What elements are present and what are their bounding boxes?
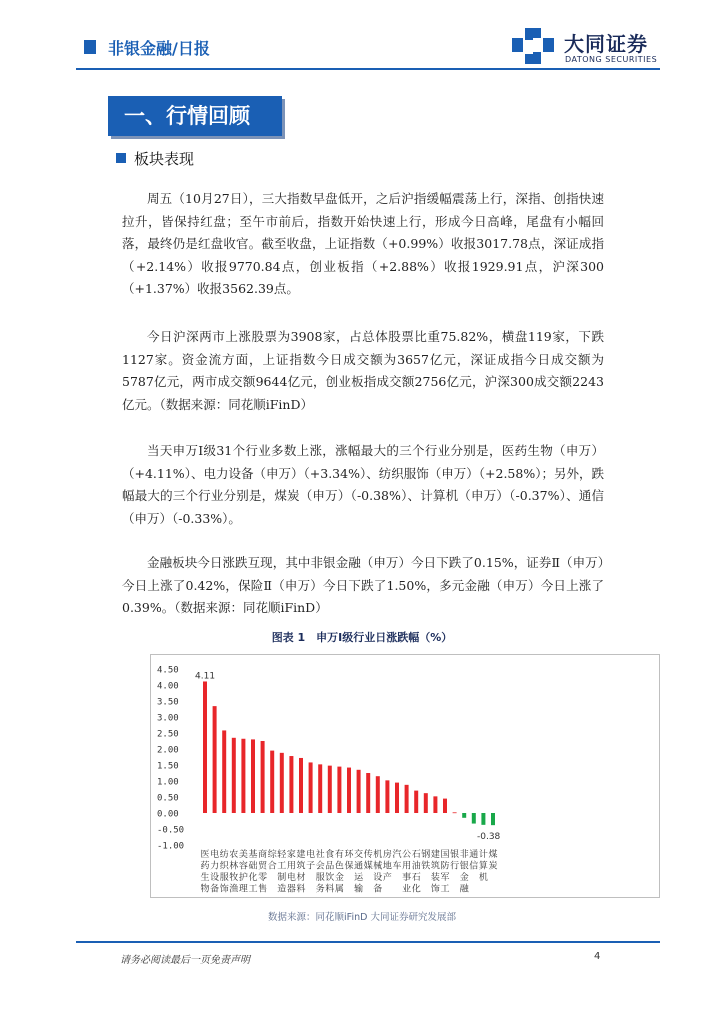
datong-logo (512, 24, 672, 68)
subsection-title: 板块表现 (134, 150, 195, 168)
logo-english-name: DATONG SECURITIES (565, 55, 658, 64)
y-tick-label: -0.50 (157, 825, 185, 836)
bar-3 (222, 730, 226, 813)
bar-26 (443, 799, 447, 813)
industry-change-chart (150, 654, 660, 898)
category-label: 公用事业 (402, 850, 412, 895)
bar-16 (347, 768, 351, 813)
chart-canvas (151, 655, 659, 897)
figure-title: 图表 1 申万Ⅰ级行业日涨跌幅（%） (271, 631, 453, 644)
bar-25 (433, 796, 437, 813)
bar-21 (395, 783, 399, 813)
paragraph-industry-performance: 当天申万Ⅰ级31个行业多数上涨，涨幅最大的三个行业分别是，医药生物（申万）（+4.11%）、电力设备（申万）（+3.34%）、纺织服饰（申万）（+2.58%）；另外，跌幅最大的三个行业分别是，煤炭（申万）（-0.38%）、计算机（申万）（-0.37%）、通信（申万）（-0.33%）。 (122, 443, 604, 526)
category-label: 环保 (344, 850, 354, 872)
y-tick-label: 0.00 (157, 809, 179, 820)
category-label: 建筑装饰 (430, 850, 440, 895)
footer-divider (76, 941, 660, 943)
category-label: 综合 (267, 850, 277, 872)
paragraph-financial-sector: 金融板块今日涨跌互现，其中非银金融（申万）今日下跌了0.15%，证券Ⅱ（申万）今日上涨了0.42%，保险Ⅱ（申万）今日下跌了1.50%，多元金融（申万）今日上涨了0.39%。（数据来源：同花顺iFinD） (122, 555, 604, 615)
section-title: 一、行情回顾 (108, 96, 282, 136)
datong-logo-icon (512, 26, 554, 66)
bar-27 (453, 812, 457, 813)
y-tick-label: 0.50 (157, 793, 179, 804)
category-label: 煤炭 (488, 850, 498, 872)
category-label: 轻工制造 (277, 850, 287, 895)
category-label: 电子 (306, 850, 316, 872)
header-divider (76, 68, 660, 70)
bar-10 (289, 756, 293, 813)
category-label: 钢铁 (421, 850, 431, 872)
bar-30 (481, 813, 485, 825)
bar-9 (280, 753, 284, 813)
header-square-icon (84, 40, 96, 54)
category-label: 社会服务 (315, 850, 325, 895)
bar-8 (270, 751, 274, 813)
bar-19 (376, 776, 380, 813)
y-tick-label: 2.50 (157, 729, 179, 740)
category-label: 交通运输 (354, 850, 364, 895)
bar-20 (385, 780, 389, 813)
y-tick-label: -1.00 (157, 841, 185, 852)
category-label: 商贸零售 (258, 850, 268, 895)
bar-11 (299, 758, 303, 813)
y-tick-label: 1.00 (157, 777, 179, 788)
category-label: 石油石化 (411, 850, 421, 895)
category-label: 美容护理 (238, 850, 248, 895)
category-label: 国防军工 (440, 850, 450, 895)
y-tick-label: 3.00 (157, 713, 179, 724)
bar-7 (261, 741, 265, 813)
figure-source: 数据来源：同花顺iFinD 大同证券研究发展部 (268, 912, 456, 923)
category-label: 建筑材料 (296, 850, 306, 895)
bar-13 (318, 764, 322, 813)
bar-17 (357, 770, 361, 813)
bar-23 (414, 791, 418, 813)
page-header (0, 0, 724, 80)
category-label: 家用电器 (286, 850, 296, 895)
category-label: 食品饮料 (325, 850, 335, 895)
bar-2 (213, 706, 217, 813)
bar-4 (232, 738, 236, 813)
bar-14 (328, 766, 332, 813)
y-tick-label: 3.50 (157, 697, 179, 708)
subsection-square-icon (116, 153, 126, 163)
category-label: 机械设备 (373, 850, 383, 895)
category-label: 房地产 (382, 850, 392, 883)
bar-18 (366, 773, 370, 813)
category-label: 基础化工 (248, 850, 258, 895)
bar-15 (337, 767, 341, 813)
category-label: 通信 (469, 850, 479, 872)
bar-28 (462, 813, 466, 818)
data-label-max: 4.11 (195, 671, 216, 682)
y-tick-label: 4.50 (157, 665, 179, 676)
disclaimer-note: 请务必阅读最后一页免责声明 (120, 955, 250, 966)
category-label: 非银金融 (459, 850, 469, 895)
paragraph-market-summary: 周五（10月27日），三大指数早盘低开，之后沪指缓幅震荡上行，深指、创指快速拉升，皆保持红盘；至午市前后，指数开始快速上行，形成今日高峰，尾盘有小幅回落，最终仍是红盘收官。截至收盘，上证指数（+0.99%）收报3017.78点，深证成指（+2.14%）收报9770.84点，创业板指（+2.88%）收报1929.91点，沪深300（+1.37%）收报3562.39点。 (122, 191, 604, 296)
data-label-min: -0.38 (477, 832, 501, 843)
y-tick-label: 2.00 (157, 745, 179, 756)
category-label: 银行 (450, 850, 460, 872)
category-label: 计算机 (478, 850, 488, 883)
bar-1 (203, 681, 207, 813)
y-tick-label: 4.00 (157, 681, 179, 692)
bar-6 (251, 739, 255, 813)
bar-22 (405, 785, 409, 813)
bar-31 (491, 813, 495, 825)
logo-chinese-name: 大同证券 (564, 32, 648, 56)
header-title: 非银金融/日报 (108, 39, 210, 58)
bar-5 (241, 739, 245, 813)
category-label: 纺织服饰 (219, 850, 229, 895)
bar-24 (424, 793, 428, 813)
category-label: 农林牧渔 (229, 850, 239, 895)
y-tick-label: 1.50 (157, 761, 179, 772)
page-number: 4 (594, 951, 601, 962)
bar-12 (309, 762, 313, 813)
category-label: 医药生物 (200, 850, 210, 895)
category-label: 传媒 (363, 850, 373, 872)
category-label: 电力设备 (210, 850, 220, 895)
bar-29 (472, 813, 476, 824)
category-label: 汽车 (392, 850, 402, 872)
category-label: 有色金属 (334, 850, 344, 895)
paragraph-trading-volume: 今日沪深两市上涨股票为3908家，占总体股票比重75.82%，横盘119家，下跌1127家。资金流方面，上证指数今日成交额为3657亿元，深证成指今日成交额为5787亿元，两市成交额9644亿元，创业板指成交额2756亿元，沪深300成交额2243亿元。（数据来源：同花顺iFinD） (122, 329, 604, 412)
